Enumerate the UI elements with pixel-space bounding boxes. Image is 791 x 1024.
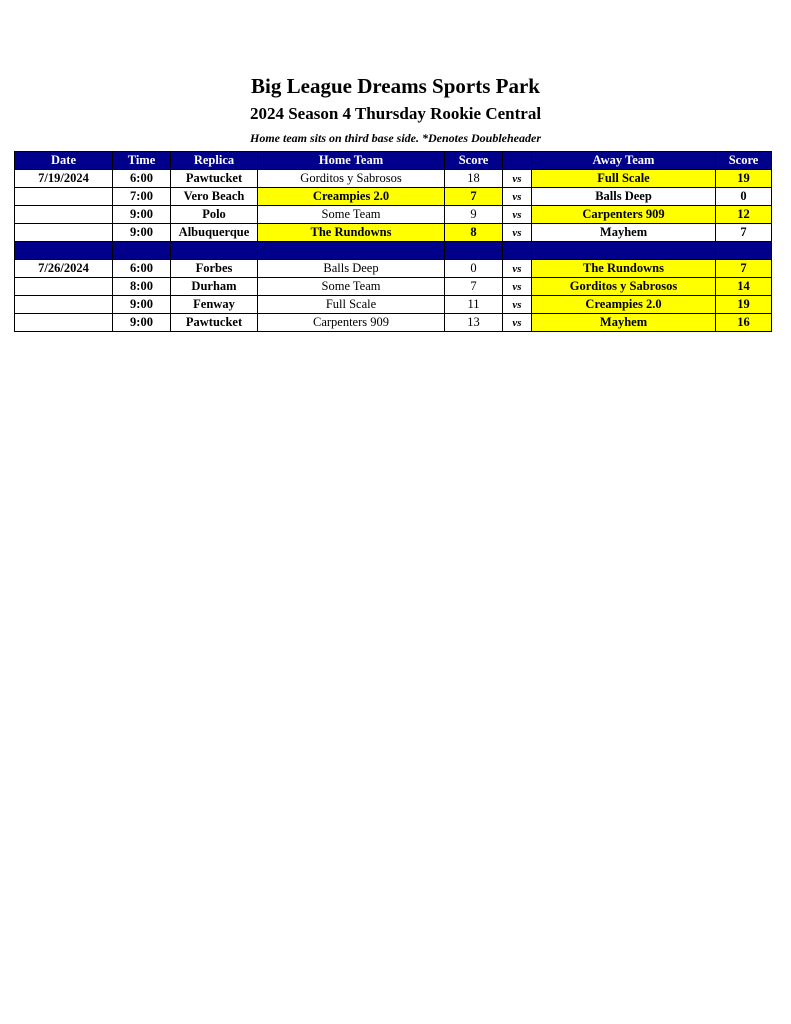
col-header-vs <box>503 152 532 170</box>
separator-cell <box>15 242 113 260</box>
away-team-cell: The Rundowns <box>532 260 716 278</box>
col-header-home-team: Home Team <box>258 152 445 170</box>
time-cell: 9:00 <box>113 224 171 242</box>
away-team-cell: Balls Deep <box>532 188 716 206</box>
date-cell <box>15 188 113 206</box>
separator-cell <box>171 242 258 260</box>
replica-cell: Pawtucket <box>171 314 258 332</box>
away-score-cell: 19 <box>716 170 772 188</box>
replica-cell: Forbes <box>171 260 258 278</box>
home-score-cell: 13 <box>445 314 503 332</box>
replica-cell: Fenway <box>171 296 258 314</box>
col-header-replica: Replica <box>171 152 258 170</box>
home-team-cell: Creampies 2.0 <box>258 188 445 206</box>
home-score-cell: 11 <box>445 296 503 314</box>
separator-row <box>15 242 772 260</box>
away-team-cell: Creampies 2.0 <box>532 296 716 314</box>
home-team-cell: Carpenters 909 <box>258 314 445 332</box>
replica-cell: Durham <box>171 278 258 296</box>
header-row <box>15 152 772 170</box>
vs-cell: vs <box>503 296 532 314</box>
time-cell: 6:00 <box>113 260 171 278</box>
time-cell: 6:00 <box>113 170 171 188</box>
vs-cell: vs <box>503 206 532 224</box>
game-row <box>15 224 772 242</box>
away-team-cell: Full Scale <box>532 170 716 188</box>
time-cell: 7:00 <box>113 188 171 206</box>
date-cell <box>15 224 113 242</box>
away-score-cell: 12 <box>716 206 772 224</box>
game-row <box>15 206 772 224</box>
game-row <box>15 296 772 314</box>
col-header-time: Time <box>113 152 171 170</box>
date-cell <box>15 206 113 224</box>
separator-cell <box>532 242 716 260</box>
separator-cell <box>113 242 171 260</box>
vs-cell: vs <box>503 224 532 242</box>
away-team-cell: Gorditos y Sabrosos <box>532 278 716 296</box>
home-team-cell: Full Scale <box>258 296 445 314</box>
page-title: Big League Dreams Sports Park <box>251 74 540 98</box>
home-score-cell: 0 <box>445 260 503 278</box>
home-score-cell: 18 <box>445 170 503 188</box>
separator-cell <box>258 242 445 260</box>
separator-cell <box>503 242 532 260</box>
home-team-cell: Some Team <box>258 206 445 224</box>
away-score-cell: 7 <box>716 260 772 278</box>
replica-cell: Albuquerque <box>171 224 258 242</box>
schedule-body <box>15 170 772 332</box>
col-header-home-score: Score <box>445 152 503 170</box>
home-team-cell: Some Team <box>258 278 445 296</box>
date-cell <box>15 296 113 314</box>
replica-cell: Pawtucket <box>171 170 258 188</box>
time-cell: 9:00 <box>113 314 171 332</box>
separator-cell <box>716 242 772 260</box>
vs-cell: vs <box>503 188 532 206</box>
home-score-cell: 9 <box>445 206 503 224</box>
col-header-date: Date <box>15 152 113 170</box>
home-score-cell: 7 <box>445 188 503 206</box>
home-team-cell: Balls Deep <box>258 260 445 278</box>
away-score-cell: 19 <box>716 296 772 314</box>
home-score-cell: 7 <box>445 278 503 296</box>
vs-cell: vs <box>503 260 532 278</box>
date-cell <box>15 314 113 332</box>
game-row <box>15 170 772 188</box>
game-row <box>15 278 772 296</box>
away-team-cell: Mayhem <box>532 224 716 242</box>
vs-cell: vs <box>503 170 532 188</box>
game-row <box>15 188 772 206</box>
replica-cell: Vero Beach <box>171 188 258 206</box>
vs-cell: vs <box>503 314 532 332</box>
game-row <box>15 314 772 332</box>
home-team-cell: Gorditos y Sabrosos <box>258 170 445 188</box>
time-cell: 8:00 <box>113 278 171 296</box>
schedule-table <box>14 151 772 332</box>
col-header-away-team: Away Team <box>532 152 716 170</box>
away-score-cell: 7 <box>716 224 772 242</box>
date-cell: 7/19/2024 <box>15 170 113 188</box>
game-row <box>15 260 772 278</box>
separator-cell <box>445 242 503 260</box>
away-score-cell: 0 <box>716 188 772 206</box>
away-score-cell: 16 <box>716 314 772 332</box>
date-cell <box>15 278 113 296</box>
col-header-away-score: Score <box>716 152 772 170</box>
home-team-cell: The Rundowns <box>258 224 445 242</box>
away-team-cell: Carpenters 909 <box>532 206 716 224</box>
date-cell: 7/26/2024 <box>15 260 113 278</box>
schedule-note: Home team sits on third base side. *Denotes Doubleheader <box>250 131 541 145</box>
time-cell: 9:00 <box>113 206 171 224</box>
vs-cell: vs <box>503 278 532 296</box>
away-team-cell: Mayhem <box>532 314 716 332</box>
away-score-cell: 14 <box>716 278 772 296</box>
page-subtitle: 2024 Season 4 Thursday Rookie Central <box>249 104 542 123</box>
home-score-cell: 8 <box>445 224 503 242</box>
replica-cell: Polo <box>171 206 258 224</box>
time-cell: 9:00 <box>113 296 171 314</box>
